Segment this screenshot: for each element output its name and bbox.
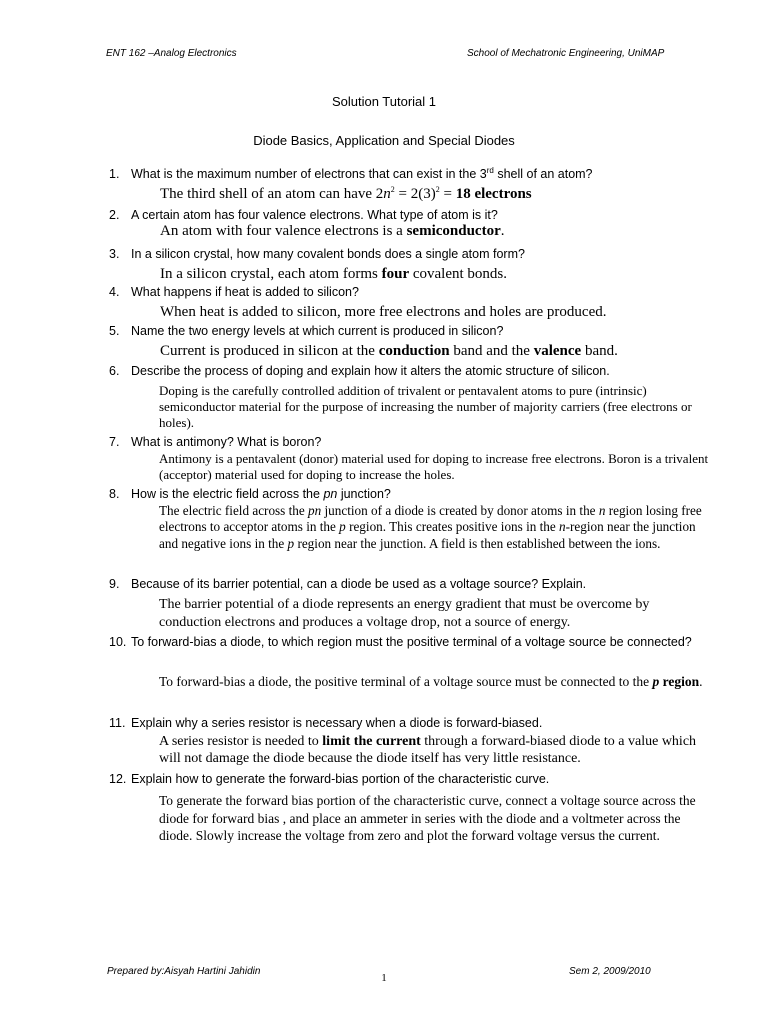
question-4 [109,284,699,300]
question-9 [109,576,699,592]
question-text: What is antimony? What is boron? [131,435,322,449]
question-number: 1. [109,167,120,181]
answer-12: To generate the forward bias portion of the characteristic curve, connect a voltage source across the diode for forward bias , and place an ammeter in series with the diode and a voltmeter across the diode. Slowly increase the voltage from zero and plot the forward voltage versus the current. [159,793,696,843]
question-8 [109,486,699,502]
question-text: Explain why a series resistor is necessary when a diode is forward-biased. [131,716,543,730]
answer-1: The third shell of an atom can have $2n^2 = 2(3)^2 = 18$ electrons [160,185,532,202]
question-text: Explain how to generate the forward-bias portion of the characteristic curve. [131,772,550,786]
question-number: 9. [109,577,120,591]
question-number: 11. [109,716,126,730]
answer-8: The electric field across the pn junction of a diode is created by donor atoms in the n region losing free electrons to acceptor atoms in the p region. This creates positive ions in the n-region near the junction and negative ions in the p region near the junction. A field is then established between the ions. [159,503,702,551]
question-text: What happens if heat is added to silicon? [131,285,359,299]
question-text: In a silicon crystal, how many covalent bonds does a single atom form? [131,247,525,261]
question-2 [109,207,699,223]
header-course: ENT 162 –Analog Electronics [106,48,237,59]
answer-6: Doping is the carefully controlled addition of trivalent or pentavalent atoms to pure (intrinsic) semiconductor material for the purpose of increasing the number of majority carriers (free electrons or holes). [159,383,692,430]
answer-9: The barrier potential of a diode represents an energy gradient that must be overcome by conduction electrons and produces a voltage drop, not a source of energy. [159,597,650,630]
question-number: 4. [109,285,120,299]
answer-10: To forward-bias a diode, the positive terminal of a voltage source must be connected to the p region. [159,674,703,689]
question-text: Name the two energy levels at which current is produced in silicon? [131,324,504,338]
footer-author: Prepared by:Aisyah Hartini Jahidin [107,966,261,977]
answer-3: In a silicon crystal, each atom forms four covalent bonds. [160,266,508,282]
answer-2: An atom with four valence electrons is a semiconductor. [160,223,505,239]
question-3 [109,246,699,262]
question-text: Describe the process of doping and explain how it alters the atomic structure of silicon. [131,364,610,378]
question-text: To forward-bias a diode, to which region must the positive terminal of a voltage source be connected? [131,635,692,649]
question-number: 3. [109,247,120,261]
question-text: Because of its barrier potential, can a diode be used as a voltage source? Explain. [131,577,587,591]
question-6 [109,363,699,379]
question-1 [109,166,699,182]
question-text: A certain atom has four valence electrons. What type of atom is it? [131,208,498,222]
header-school: School of Mechatronic Engineering, UniMAP [467,48,665,59]
question-10 [109,634,699,650]
question-11 [109,715,699,731]
question-number: 2. [109,208,120,222]
footer-semester: Sem 2, 2009/2010 [569,966,651,977]
answer-4: When heat is added to silicon, more free electrons and holes are produced. [160,304,607,320]
answer-7: Antimony is a pentavalent (donor) material used for doping to increase free electrons. Boron is a trivalent (acceptor) material used for doping to increase the holes. [159,451,709,482]
question-number: 10. [109,635,127,649]
question-number: 5. [109,324,120,338]
page-number: 1 [381,972,387,984]
page-title: Solution Tutorial 1 [331,94,437,109]
answer-11: A series resistor is needed to limit the current through a forward-biased diode to a value which will not damage the diode because the diode itself has very little resistance. [159,734,697,766]
question-number: 8. [109,487,120,501]
question-number: 12. [109,772,127,786]
question-number: 7. [109,435,120,449]
question-12 [109,771,699,787]
answer-5: Current is produced in silicon at the conduction band and the valence band. [160,343,618,359]
question-7 [109,434,699,450]
question-text: What is the maximum number of electrons that can exist in the 3rd shell of an atom? [131,165,593,181]
page-subtitle: Diode Basics, Application and Special Diodes [253,133,515,148]
question-number: 6. [109,364,120,378]
question-5 [109,323,699,339]
question-text: How is the electric field across the pn junction? [131,487,391,501]
